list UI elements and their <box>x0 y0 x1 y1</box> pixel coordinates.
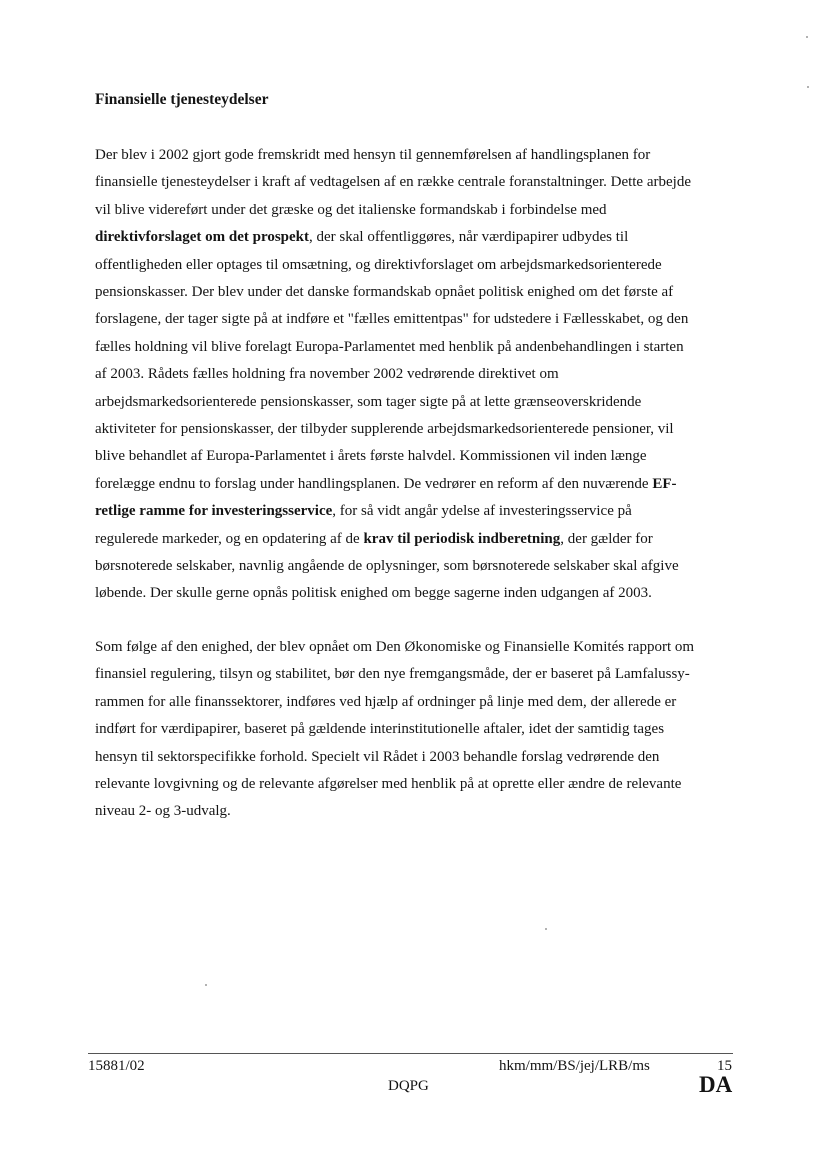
text-segment: finansielle tjenesteydelser i kraft af vedtagelsen af en række centrale foranstaltninger. Dette arbejde <box>95 174 691 191</box>
text-segment: forelægge endnu to forslag under handlingsplanen. De vedrører en reform af den nuværende <box>95 475 653 492</box>
text-line <box>95 664 690 684</box>
text-segment: fælles holdning vil blive forelagt Europa-Parlamentet med henblik på andenbehandlingen i starten <box>95 338 684 355</box>
scan-speck <box>807 86 809 88</box>
text-segment: forslagene, der tager sigte på at indføre et "fælles emittentpas" for udstedere i Fællesskabet, og den <box>95 311 689 328</box>
text-segment: indført for værdipapirer, baseret på gældende interinstitutionelle aftaler, idet der samtidig tages <box>95 721 665 738</box>
text-line <box>95 200 607 220</box>
text-line <box>95 474 676 494</box>
text-line <box>95 529 653 549</box>
text-line <box>95 309 688 329</box>
text-line <box>95 172 691 192</box>
text-line <box>95 227 628 247</box>
text-segment: , der skal offentliggøres, når værdipapirer udbydes til <box>309 229 629 246</box>
text-segment: Der blev i 2002 gjort gode fremskridt med hensyn til gennemførelsen af handlingsplanen for <box>95 147 651 163</box>
footer-reference: hkm/mm/BS/jej/LRB/ms <box>499 1058 650 1074</box>
text-segment: hensyn til sektorspecifikke forhold. Specielt vil Rådet i 2003 behandle forslag vedrørende den <box>95 748 660 765</box>
bold-text-segment: retlige ramme for investeringsservice <box>95 503 333 520</box>
text-line <box>95 719 664 739</box>
text-line <box>95 583 652 603</box>
text-line <box>95 392 641 412</box>
text-segment: offentligheden eller optages til omsætning, og direktivforslaget om arbejdsmarkedsorienterede <box>95 256 662 273</box>
text-segment: relevante lovgivning og de relevante afgørelser med henblik på at oprette eller ændre de relevante <box>95 776 682 792</box>
text-line <box>95 747 659 767</box>
text-segment: niveau 2- og 3-udvalg. <box>95 803 231 820</box>
scan-speck <box>545 928 547 930</box>
text-segment: børsnoterede selskaber, navnlig angående de oplysninger, som børsnoterede selskaber skal afgive <box>95 558 679 574</box>
text-line <box>95 774 681 794</box>
text-line <box>95 419 674 439</box>
text-line <box>95 692 676 712</box>
text-segment: pensionskasser. Der blev under det danske formandskab opnået politisk enighed om det første af <box>95 284 674 300</box>
text-segment: , for så vidt angår ydelse af investeringsservice på <box>332 503 632 520</box>
text-line <box>95 801 231 821</box>
footer-page-number: 15 <box>717 1058 732 1074</box>
text-segment: rammen for alle finanssektorer, indføres ved hjælp af ordninger på linje med dem, der allerede er <box>95 693 677 710</box>
text-segment: Som følge af den enighed, der blev opnået om Den Økonomiske og Finansielle Komités rapport om <box>95 639 695 655</box>
footer-divider <box>88 1053 733 1054</box>
text-segment: regulerede markeder, og en opdatering af de <box>95 530 364 547</box>
text-segment: blive behandlet af Europa-Parlamentet i årets første halvdel. Kommissionen vil inden længe <box>95 448 647 465</box>
bold-text-segment: direktivforslaget om det prospekt <box>95 229 310 246</box>
text-segment: vil blive videreført under det græske og det italienske formandskab i forbindelse med <box>95 201 607 218</box>
scan-speck <box>806 36 808 38</box>
text-segment: af 2003. Rådets fælles holdning fra november 2002 vedrørende direktivet om <box>95 366 559 383</box>
text-line <box>95 446 647 466</box>
text-line <box>95 282 673 302</box>
text-line <box>95 501 632 521</box>
footer-document-number: 15881/02 <box>88 1058 145 1074</box>
text-segment: , der gælder for <box>560 530 653 547</box>
footer-language-code: DA <box>699 1072 733 1097</box>
text-line <box>95 145 650 165</box>
text-line <box>95 637 694 657</box>
bold-text-segment: krav til periodisk indberetning <box>363 530 561 547</box>
text-line <box>95 364 559 384</box>
bold-text-segment: EF- <box>652 475 677 492</box>
scan-speck <box>205 984 207 986</box>
text-segment: løbende. Der skulle gerne opnås politisk enighed om begge sagerne inden udgangen af 2003. <box>95 585 652 602</box>
text-line <box>95 337 684 357</box>
section-heading: Finansielle tjenesteydelser <box>95 91 269 108</box>
text-segment: arbejdsmarkedsorienterede pensionskasser, som tager sigte på at lette grænseoverskridende <box>95 393 642 410</box>
text-line <box>95 556 679 576</box>
text-segment: finansiel regulering, tilsyn og stabilitet, bør den nye fremgangsmåde, der er baseret på Lamfalussy- <box>95 666 690 683</box>
footer-department: DQPG <box>388 1078 429 1094</box>
text-segment: aktiviteter for pensionskasser, der tilbyder supplerende arbejdsmarkedsorienterede pensioner, vil <box>95 421 674 437</box>
text-line <box>95 255 662 275</box>
